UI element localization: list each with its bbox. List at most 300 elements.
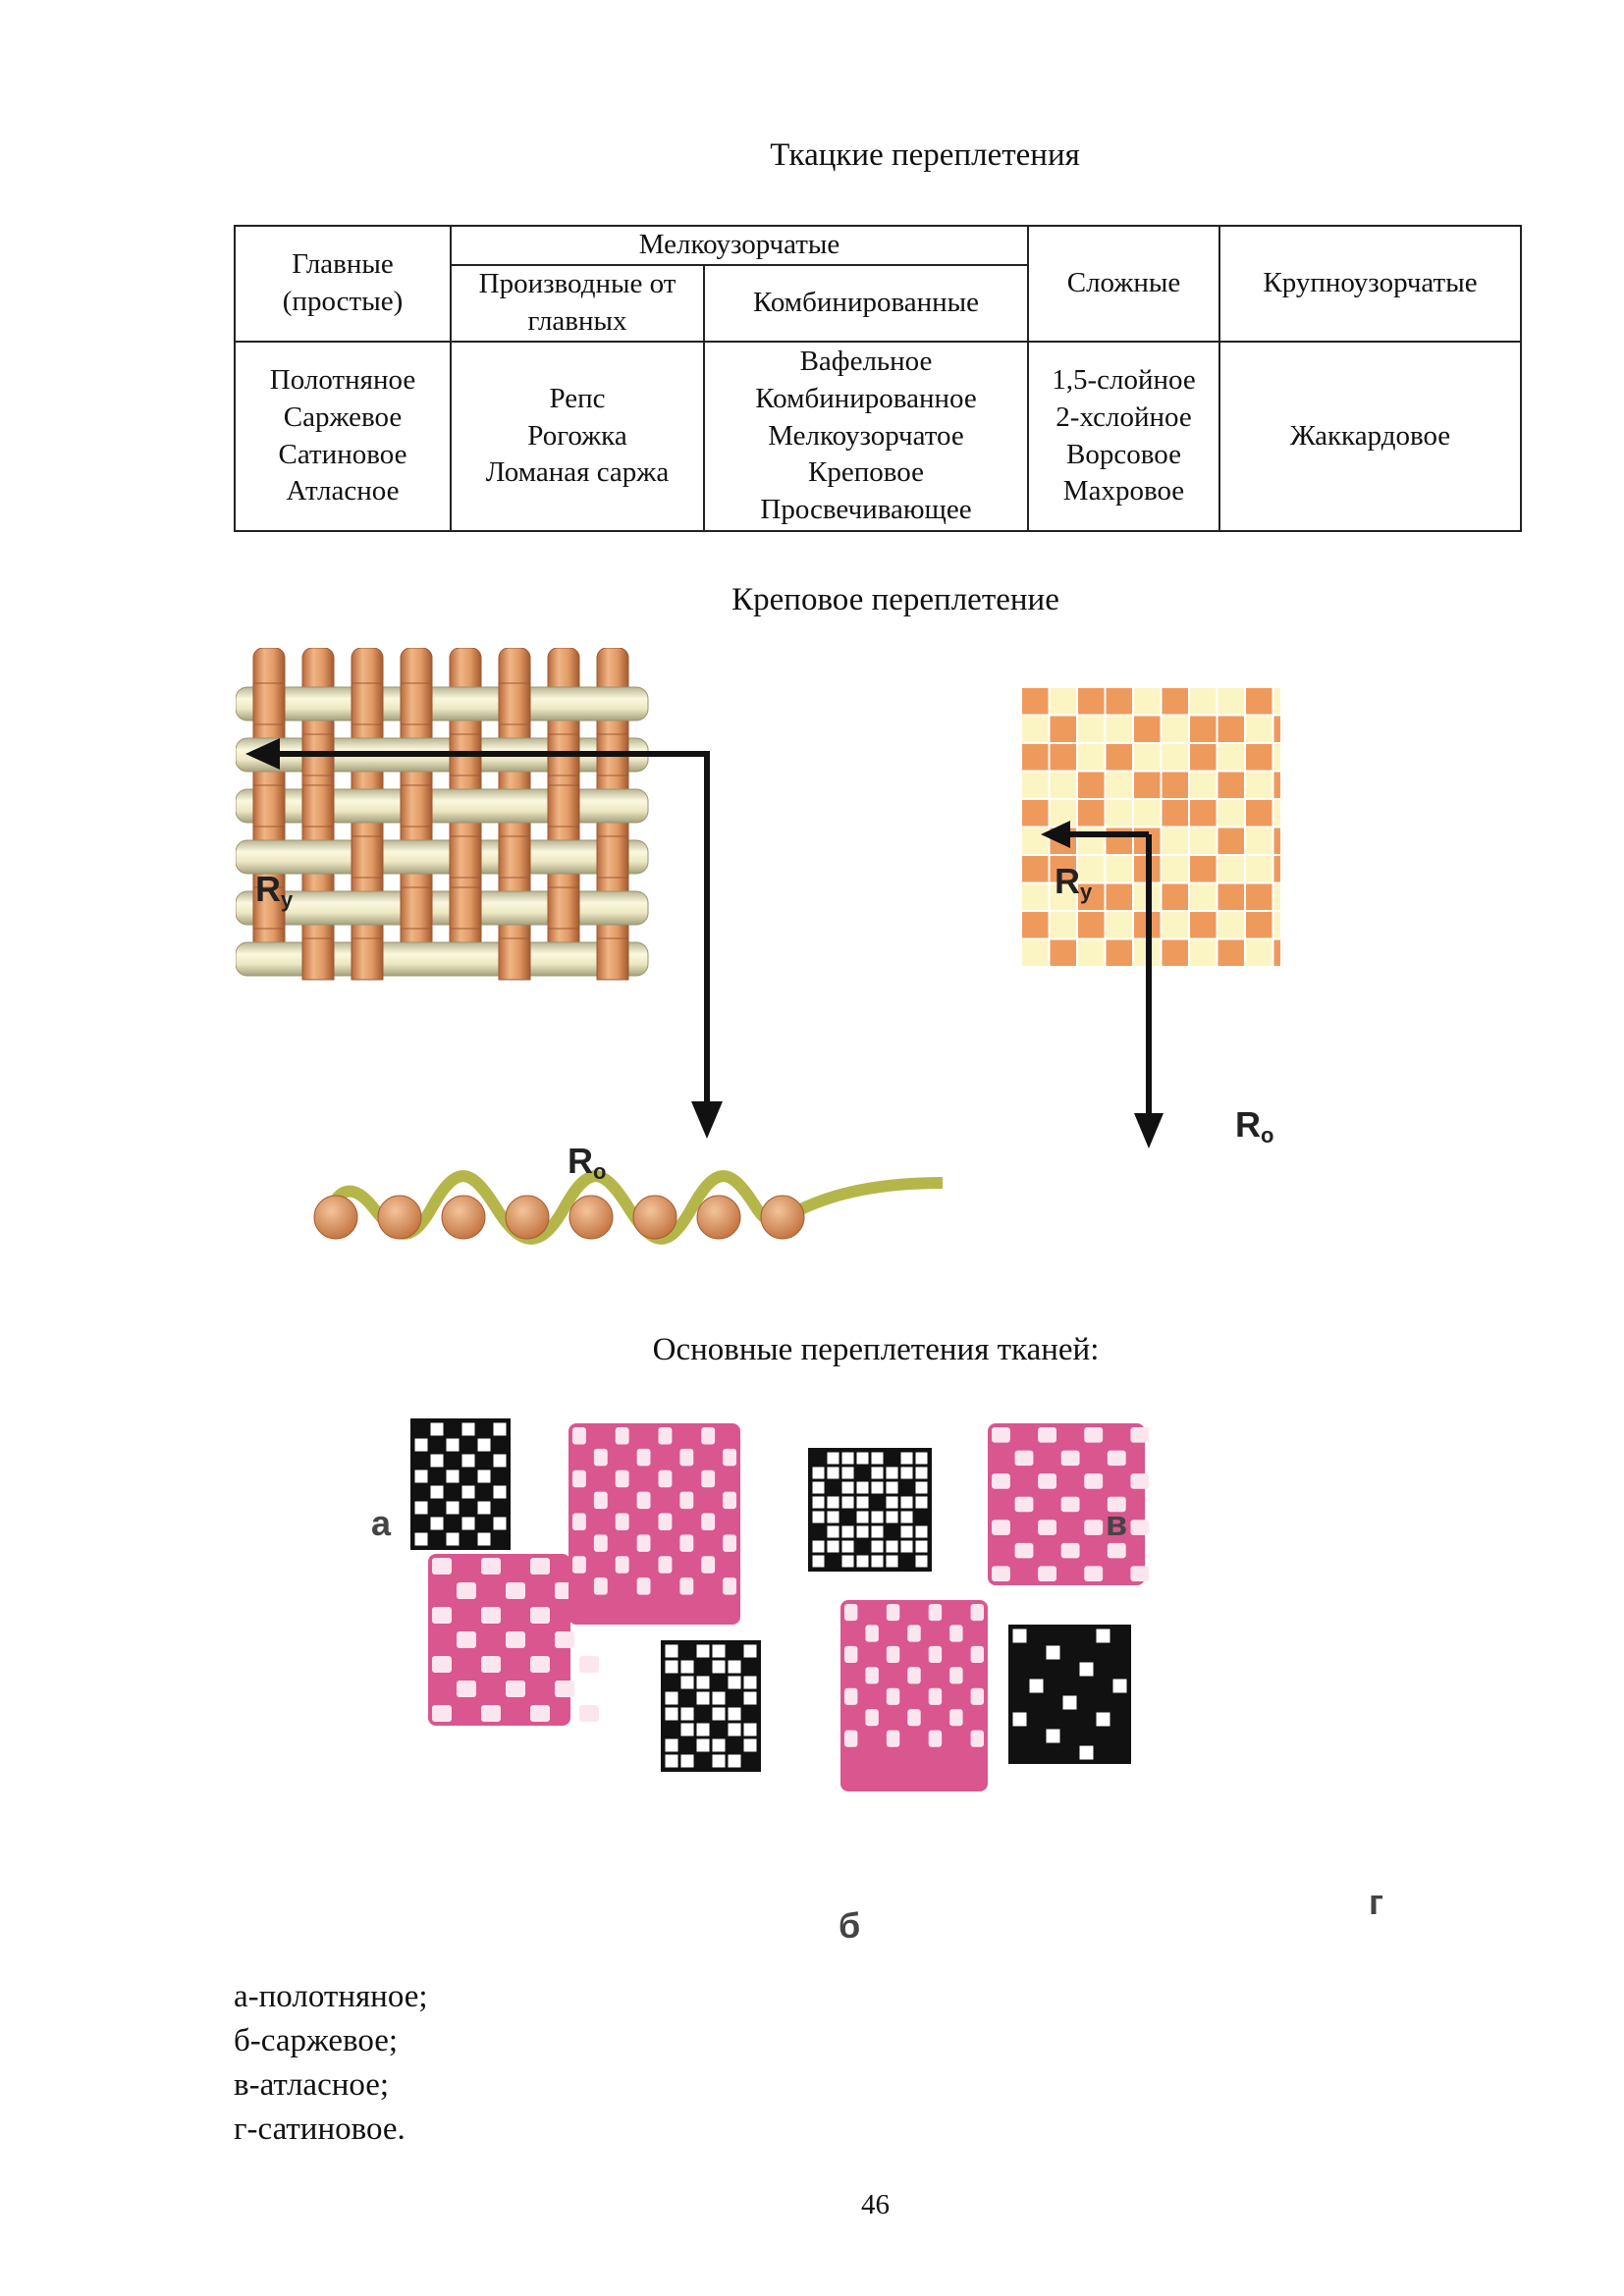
grid-cell — [1162, 799, 1190, 828]
atlas-swatch-cell — [872, 1556, 884, 1568]
twill-swatch-cell — [744, 1692, 757, 1705]
twill-swatch-cell — [681, 1661, 694, 1674]
grid-cell — [1106, 828, 1134, 856]
twill-woven-float — [701, 1556, 715, 1574]
warp-float — [597, 836, 628, 878]
atlas-swatch-cell — [916, 1468, 928, 1479]
satin-woven-float — [1038, 1520, 1056, 1535]
atlas-swatch-cell — [872, 1541, 884, 1553]
grid-cell — [1106, 687, 1134, 716]
grid-cell — [1106, 799, 1134, 828]
grid-cell — [1273, 911, 1281, 939]
twill-swatch-cell — [697, 1645, 710, 1658]
list-item: Репс — [549, 382, 606, 414]
plain-woven-float — [481, 1705, 501, 1722]
atlas-swatch-cell — [872, 1453, 884, 1465]
grid-cell — [1218, 799, 1246, 828]
twill-swatch-cell — [729, 1661, 741, 1674]
warp-cross-section — [569, 1196, 613, 1239]
satin-swatch-cell — [1030, 1696, 1044, 1710]
cell-proizvodnye — [451, 342, 704, 531]
twill-swatch-cell — [744, 1755, 757, 1768]
grid-cell — [1077, 743, 1106, 772]
plain-woven-float — [579, 1656, 599, 1673]
satin-woven-float — [992, 1566, 1010, 1581]
twill-swatch-cell — [681, 1708, 694, 1721]
plain-swatch-cell — [415, 1439, 428, 1452]
satin-swatch-cell — [1047, 1646, 1060, 1660]
label-ro-right: Rо — [1235, 1104, 1274, 1148]
grid-cell — [1162, 716, 1190, 744]
atlas-woven-float — [844, 1646, 857, 1663]
grid-cell — [1245, 743, 1273, 772]
grid-cell — [1218, 911, 1246, 939]
satin-swatch-cell — [1047, 1746, 1060, 1760]
atlas-swatch-cell — [901, 1497, 913, 1509]
atlas-swatch-cell — [901, 1482, 913, 1494]
warp-float — [401, 887, 432, 929]
atlas-swatch-cell — [842, 1541, 854, 1553]
caption-v: в-атласное; — [234, 2067, 390, 2103]
satin-swatch-cell — [1080, 1680, 1094, 1693]
grid-cell — [1245, 855, 1273, 883]
atlas-swatch-cell — [887, 1541, 898, 1553]
plain-woven-float — [432, 1705, 452, 1722]
grid-cell — [1050, 716, 1078, 744]
twill-woven-float — [616, 1514, 629, 1531]
grid-cell — [1245, 911, 1273, 939]
warp-cross-section — [633, 1196, 677, 1239]
satin-woven-float — [1015, 1543, 1034, 1559]
plain-swatch-cell — [415, 1455, 428, 1468]
plain-swatch-cell — [494, 1439, 507, 1452]
twill-swatch-cell — [666, 1645, 678, 1658]
plain-swatch-cell — [431, 1423, 444, 1436]
grid-cell — [1218, 855, 1246, 883]
atlas-swatch-cell — [857, 1453, 869, 1465]
satin-swatch-cell — [1113, 1646, 1127, 1660]
atlas-swatch-cell — [857, 1526, 869, 1538]
atlas-swatch-cell — [828, 1512, 839, 1523]
list-item: Жаккардовое — [1289, 419, 1451, 452]
satin-swatch-cell — [1080, 1663, 1094, 1677]
twill-woven-float — [659, 1427, 673, 1445]
plain-woven-float — [457, 1681, 476, 1697]
grid-cell — [1245, 687, 1273, 716]
section-title-crepe: Креповое переплетение — [731, 582, 1059, 617]
list-item: Вафельное — [799, 346, 933, 378]
grid-cell — [1189, 687, 1218, 716]
warp-float — [450, 887, 481, 929]
twill-swatch-cell — [681, 1677, 694, 1689]
warp-float — [352, 683, 383, 724]
warp-float — [499, 938, 530, 980]
satin-swatch-cell — [1013, 1663, 1027, 1677]
grid-cell — [1077, 687, 1106, 716]
twill-woven-float — [637, 1492, 651, 1510]
warp-float — [401, 785, 432, 827]
list-item: Просвечивающее — [760, 494, 972, 526]
plain-woven-float — [432, 1656, 452, 1673]
atlas-swatch-cell — [813, 1541, 825, 1553]
atlas-swatch-cell — [887, 1468, 898, 1479]
satin-swatch-cell — [1097, 1680, 1110, 1693]
atlas-swatch-cell — [901, 1526, 913, 1538]
plain-swatch-cell — [478, 1423, 491, 1436]
plain-swatch-cell — [431, 1533, 444, 1546]
satin-woven-float — [1108, 1543, 1126, 1559]
list-item: Атласное — [286, 475, 400, 507]
twill-swatch-cell — [666, 1692, 678, 1705]
twill-woven-float — [679, 1449, 693, 1467]
twill-swatch-cell — [681, 1724, 694, 1736]
warp-float — [352, 938, 383, 980]
warp-float — [302, 938, 334, 980]
plain-swatch-cell — [478, 1470, 491, 1483]
twill-swatch-cell — [744, 1724, 757, 1736]
twill-swatch-cell — [666, 1661, 678, 1674]
twill-swatch-cell — [729, 1755, 741, 1768]
plain-swatch-cell — [462, 1518, 475, 1530]
warp-float — [401, 683, 432, 724]
satin-swatch-cell — [1063, 1746, 1077, 1760]
grid-cell — [1050, 911, 1078, 939]
grid-cell — [1162, 828, 1190, 856]
atlas-swatch-cell — [828, 1556, 839, 1568]
atlas-woven-float — [907, 1667, 920, 1683]
plain-swatch-cell — [462, 1455, 475, 1468]
atlas-swatch-cell — [901, 1468, 913, 1479]
atlas-woven-float — [844, 1688, 857, 1705]
satin-swatch-frame — [1008, 1625, 1131, 1764]
grid-cell — [1218, 687, 1246, 716]
atlas-swatch-cell — [916, 1512, 928, 1523]
atlas-swatch-cell — [857, 1468, 869, 1479]
label-a: а — [371, 1503, 392, 1543]
atlas-swatch-cell — [872, 1468, 884, 1479]
twill-woven-float — [679, 1492, 693, 1510]
plain-woven-float — [432, 1607, 452, 1624]
satin-swatch-cell — [1047, 1696, 1060, 1710]
twill-woven-float — [701, 1514, 715, 1531]
grid-cell — [1273, 799, 1281, 828]
twill-woven-float — [659, 1514, 673, 1531]
atlas-woven-float — [865, 1625, 878, 1641]
plain-swatch-cell — [415, 1423, 428, 1436]
satin-swatch-cell — [1013, 1746, 1027, 1760]
twill-woven-float — [723, 1534, 736, 1552]
satin-swatch-cell — [1063, 1730, 1077, 1743]
plain-woven-float — [506, 1631, 525, 1648]
warp-cross-section — [442, 1196, 485, 1239]
twill-swatch-cell — [697, 1692, 710, 1705]
satin-woven-float — [1015, 1497, 1034, 1513]
grid-cell — [1133, 799, 1162, 828]
satin-swatch-cell — [1097, 1713, 1110, 1727]
satin-swatch-cell — [1063, 1629, 1077, 1643]
grid-cell — [1162, 855, 1190, 883]
warp-cross-section — [314, 1196, 357, 1239]
list-item: Комбинированное — [755, 382, 977, 414]
atlas-swatch-cell — [813, 1497, 825, 1509]
list-item: 1,5-слойное — [1052, 364, 1196, 397]
satin-swatch-cell — [1047, 1629, 1060, 1643]
grid-cell — [1189, 911, 1218, 939]
atlas-swatch-cell — [916, 1497, 928, 1509]
plain-swatch-cell — [462, 1486, 475, 1499]
grid-cell — [1077, 939, 1106, 968]
satin-swatch-cell — [1047, 1663, 1060, 1677]
twill-woven-float — [572, 1427, 586, 1445]
plain-swatch-cell — [447, 1518, 460, 1530]
atlas-swatch-cell — [813, 1512, 825, 1523]
atlas-woven-float — [887, 1731, 899, 1747]
grid-cell — [1021, 772, 1050, 800]
satin-swatch-cell — [1013, 1730, 1027, 1743]
grid-cell — [1162, 687, 1190, 716]
warp-cross-section — [761, 1196, 804, 1239]
plain-swatch-cell — [478, 1455, 491, 1468]
caption-b: б-саржевое; — [234, 2023, 399, 2058]
header-melkouzor: Мелкоузорчатые — [451, 226, 1028, 265]
plain-swatch-cell — [494, 1502, 507, 1515]
plain-woven-float — [555, 1681, 574, 1697]
atlas-swatch-cell — [887, 1526, 898, 1538]
atlas-swatch-cell — [813, 1556, 825, 1568]
warp-float — [597, 938, 628, 980]
warp-cross-section — [378, 1196, 421, 1239]
atlas-woven-float — [929, 1646, 942, 1663]
grid-cell — [1273, 716, 1281, 744]
grid-cell — [1245, 828, 1273, 856]
atlas-woven-float — [971, 1731, 984, 1747]
atlas-woven-float — [907, 1709, 920, 1726]
twill-swatch-cell — [697, 1739, 710, 1752]
grid-cell — [1050, 687, 1078, 716]
grid-cell — [1077, 828, 1106, 856]
atlas-swatch-cell — [813, 1468, 825, 1479]
satin-woven-float — [1108, 1451, 1126, 1467]
grid-cell — [1245, 772, 1273, 800]
satin-swatch-cell — [1030, 1663, 1044, 1677]
atlas-swatch-cell — [828, 1526, 839, 1538]
atlas-woven-float — [887, 1688, 899, 1705]
twill-woven-float — [659, 1556, 673, 1574]
satin-swatch-cell — [1013, 1646, 1027, 1660]
list-item: Махровое — [1062, 475, 1185, 507]
atlas-swatch-cell — [813, 1453, 825, 1465]
satin-woven-float — [1084, 1427, 1103, 1443]
plain-swatch-cell — [494, 1423, 507, 1436]
twill-woven-float — [616, 1470, 629, 1488]
atlas-swatch-cell — [872, 1512, 884, 1523]
plain-swatch-cell — [415, 1486, 428, 1499]
satin-woven-float — [1084, 1520, 1103, 1535]
plain-swatch-cell — [462, 1423, 475, 1436]
atlas-swatch-cell — [857, 1541, 869, 1553]
atlas-swatch-cell — [887, 1556, 898, 1568]
twill-swatch-cell — [681, 1755, 694, 1768]
warp-cross-section — [697, 1196, 740, 1239]
atlas-swatch-cell — [916, 1541, 928, 1553]
atlas-swatch-cell — [901, 1541, 913, 1553]
warp-cross-section — [506, 1196, 549, 1239]
twill-woven-float — [723, 1449, 736, 1467]
satin-swatch-cell — [1047, 1713, 1060, 1727]
atlas-swatch-cell — [813, 1526, 825, 1538]
list-item: Креповое — [808, 456, 924, 489]
grid-cell — [1273, 828, 1281, 856]
satin-swatch-cell — [1063, 1680, 1077, 1693]
twill-swatch-cell — [729, 1692, 741, 1705]
twill-swatch-cell — [681, 1739, 694, 1752]
grid-cell — [1133, 772, 1162, 800]
plain-woven-float — [457, 1631, 476, 1648]
atlas-swatch-cell — [842, 1497, 854, 1509]
satin-woven-float — [1084, 1566, 1103, 1581]
plain-swatch-cell — [431, 1455, 444, 1468]
plain-swatch-cell — [431, 1439, 444, 1452]
atlas-swatch-cell — [828, 1497, 839, 1509]
atlas-swatch-cell — [842, 1453, 854, 1465]
grid-cell — [1273, 883, 1281, 912]
grid-cell — [1021, 939, 1050, 968]
plain-woven-float — [530, 1558, 550, 1575]
satin-woven-float — [1130, 1520, 1149, 1535]
satin-woven-float — [1130, 1427, 1149, 1443]
caption-g: г-сатиновое. — [234, 2111, 406, 2147]
warp-float — [450, 836, 481, 878]
satin-swatch-cell — [1097, 1646, 1110, 1660]
label-ry-left: Rу — [255, 869, 294, 912]
satin-swatch-cell — [1013, 1680, 1027, 1693]
twill-swatch-cell — [697, 1724, 710, 1736]
atlas-swatch-cell — [857, 1556, 869, 1568]
plain-swatch-cell — [431, 1502, 444, 1515]
satin-swatch-cell — [1030, 1746, 1044, 1760]
grid-cell — [1189, 939, 1218, 968]
twill-woven-float — [594, 1449, 608, 1467]
plain-woven-float — [506, 1582, 525, 1599]
satin-woven-float — [992, 1520, 1010, 1535]
atlas-swatch-cell — [916, 1556, 928, 1568]
atlas-woven-float — [929, 1731, 942, 1747]
satin-swatch-cell — [1063, 1646, 1077, 1660]
satin-swatch-cell — [1030, 1713, 1044, 1727]
grid-cell — [1162, 743, 1190, 772]
plain-swatch-cell — [415, 1502, 428, 1515]
grid-cell — [1077, 911, 1106, 939]
atlas-swatch-cell — [842, 1556, 854, 1568]
atlas-woven-float — [949, 1625, 962, 1641]
cell-kombinirovannye — [704, 342, 1028, 531]
grid-cell — [1218, 743, 1246, 772]
satin-woven-float — [1038, 1427, 1056, 1443]
grid-cell — [1162, 939, 1190, 968]
twill-woven-float — [723, 1492, 736, 1510]
twill-swatch-cell — [744, 1739, 757, 1752]
satin-swatch-cell — [1097, 1663, 1110, 1677]
twill-swatch-cell — [744, 1661, 757, 1674]
twill-woven-float — [637, 1449, 651, 1467]
warp-float — [548, 887, 579, 929]
atlas-swatch-cell — [828, 1468, 839, 1479]
twill-woven-float — [594, 1534, 608, 1552]
satin-swatch-cell — [1097, 1746, 1110, 1760]
satin-swatch-cell — [1063, 1663, 1077, 1677]
atlas-woven-float — [949, 1667, 962, 1683]
satin-swatch-cell — [1113, 1730, 1127, 1743]
twill-swatch-cell — [666, 1677, 678, 1689]
plain-swatch-cell — [494, 1518, 507, 1530]
atlas-woven-float — [929, 1604, 942, 1621]
satin-swatch-cell — [1080, 1730, 1094, 1743]
plain-swatch-cell — [478, 1518, 491, 1530]
twill-swatch-cell — [744, 1708, 757, 1721]
plain-swatch-cell — [447, 1423, 460, 1436]
satin-swatch-cell — [1030, 1646, 1044, 1660]
list-item: Рогожка — [527, 419, 627, 452]
plain-swatch-cell — [415, 1518, 428, 1530]
grid-cell — [1273, 939, 1281, 968]
satin-swatch-cell — [1063, 1696, 1077, 1710]
atlas-woven-float — [865, 1709, 878, 1726]
plain-woven-float — [481, 1607, 501, 1624]
warp-float — [253, 785, 285, 827]
plain-swatch-cell — [447, 1439, 460, 1452]
twill-woven-float — [637, 1534, 651, 1552]
warp-float — [499, 683, 530, 724]
grid-cell — [1218, 716, 1246, 744]
grid-cell — [1077, 716, 1106, 744]
grid-cell — [1050, 743, 1078, 772]
plain-swatch-cell — [494, 1455, 507, 1468]
plain-swatch-cell — [447, 1533, 460, 1546]
list-item: Саржевое — [283, 400, 403, 433]
satin-woven-float — [1084, 1473, 1103, 1489]
atlas-swatch-cell — [857, 1512, 869, 1523]
atlas-woven-float — [907, 1625, 920, 1641]
weft-thread — [236, 789, 648, 823]
satin-swatch-cell — [1047, 1680, 1060, 1693]
atlas-woven-float — [949, 1709, 962, 1726]
grid-cell — [1273, 743, 1281, 772]
atlas-swatch-cell — [828, 1453, 839, 1465]
twill-woven-float — [637, 1577, 651, 1595]
plain-woven-float — [432, 1558, 452, 1575]
grid-cell — [1273, 772, 1281, 800]
page-number: 46 — [861, 2189, 890, 2220]
grid-cell — [1106, 743, 1134, 772]
basic-weaves-illustration — [369, 1414, 1414, 1963]
twill-swatch-cell — [713, 1739, 726, 1752]
satin-woven-float — [1061, 1497, 1080, 1513]
grid-cell — [1021, 799, 1050, 828]
plain-swatch-cell — [462, 1439, 475, 1452]
grid-cell — [1050, 799, 1078, 828]
satin-swatch-cell — [1080, 1629, 1094, 1643]
atlas-swatch-cell — [872, 1497, 884, 1509]
atlas-swatch-cell — [842, 1512, 854, 1523]
plain-swatch-cell — [494, 1533, 507, 1546]
twill-swatch-cell — [713, 1755, 726, 1768]
plain-woven-base — [428, 1554, 570, 1726]
caption-a: а-полотняное; — [234, 1979, 428, 2014]
grid-cell — [1021, 911, 1050, 939]
label-ro-left: Rо — [568, 1141, 607, 1184]
twill-swatch-cell — [697, 1677, 710, 1689]
twill-woven-float — [572, 1470, 586, 1488]
